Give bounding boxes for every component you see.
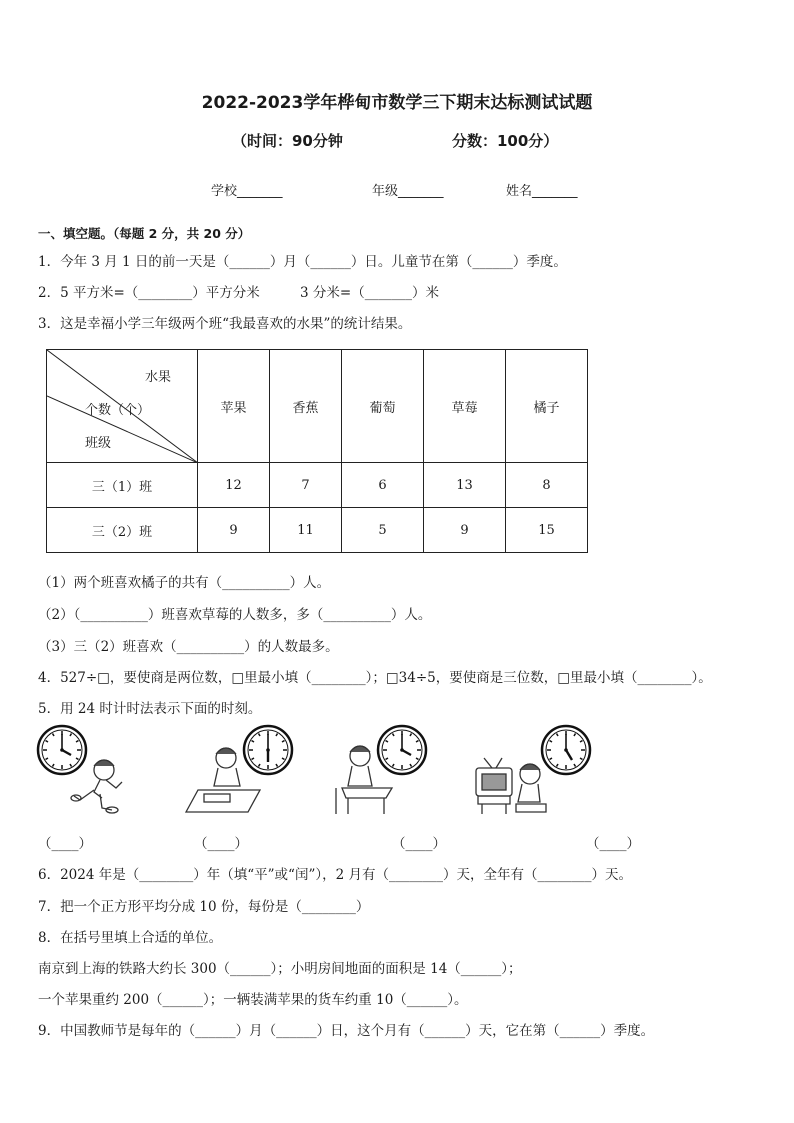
score-label: 分数：100分） xyxy=(452,132,559,150)
question-3-3: （3）三（2）班喜欢（__________）的人数最多。 xyxy=(38,639,339,655)
answer-blank-3: （____） xyxy=(392,836,446,852)
question-1: 1．今年 3 月 1 日的前一天是（______）月（______）日。儿童节在第（______）季度。 xyxy=(38,254,567,270)
table-cell: 5 xyxy=(342,508,424,553)
question-4: 4．527÷□，要使商是两位数，□里最小填（________）；□34÷5，要使商是三位数，□里最小填（________）。 xyxy=(38,670,712,686)
clock-icon xyxy=(38,726,86,774)
question-8: 8．在括号里填上合适的单位。 xyxy=(38,930,223,946)
table-cell: 9 xyxy=(198,508,270,553)
question-5: 5．用 24 时计时法表示下面的时刻。 xyxy=(38,701,262,717)
time-label: （时间：90分钟 xyxy=(232,132,343,150)
question-3: 3．这是幸福小学三年级两个班“我最喜欢的水果”的统计结果。 xyxy=(38,316,412,332)
table-cell: 7 xyxy=(270,463,342,508)
corner-label-fruit: 水果 xyxy=(145,370,172,385)
header-cell: 橘子 xyxy=(506,350,588,463)
header-cell: 草莓 xyxy=(424,350,506,463)
clock-icon xyxy=(378,726,426,774)
section-heading: 一、填空题。（每题 2 分，共 20 分） xyxy=(38,226,251,241)
answer-blank-2: （____） xyxy=(194,836,248,852)
answer-blank-1: （____） xyxy=(38,836,92,852)
clock-icon xyxy=(542,726,590,774)
row-label: 三（1）班 xyxy=(47,463,198,508)
answer-blank-4: （____） xyxy=(586,836,640,852)
table-corner-cell xyxy=(47,350,198,463)
header-cell: 苹果 xyxy=(198,350,270,463)
table-cell: 8 xyxy=(506,463,588,508)
grade-field: 年级_______ xyxy=(372,184,444,199)
tv-boy-icon xyxy=(476,758,546,814)
table-cell: 12 xyxy=(198,463,270,508)
name-field: 姓名_______ xyxy=(506,184,578,199)
question-2a: 2．5 平方米=（________）平方分米 xyxy=(38,285,260,301)
corner-label-count: 个数（个） xyxy=(85,403,151,418)
question-7: 7．把一个正方形平均分成 10 份，每份是（________） xyxy=(38,899,370,915)
clock-pictures xyxy=(36,722,596,822)
question-9: 9．中国教师节是每年的（______）月（______）日，这个月有（______）天，它在第（______）季度。 xyxy=(38,1023,655,1039)
table-cell: 15 xyxy=(506,508,588,553)
row-label: 三（2）班 xyxy=(47,508,198,553)
question-8a: 南京到上海的铁路大约长 300（______）；小明房间地面的面积是 14（______）； xyxy=(38,961,522,977)
question-3-1: （1）两个班喜欢橘子的共有（__________）人。 xyxy=(38,575,331,591)
question-6: 6．2024 年是（________）年（填“平”或“闰”），2 月有（________）天，全年有（________）天。 xyxy=(38,867,632,883)
question-3-2: （2）（__________）班喜欢草莓的人数多，多（__________）人。 xyxy=(38,607,432,623)
clock-icon xyxy=(244,726,292,774)
question-8b: 一个苹果重约 200（______）；一辆装满苹果的货车约重 10（______）。 xyxy=(38,992,468,1008)
table-cell: 6 xyxy=(342,463,424,508)
corner-label-class: 班级 xyxy=(85,436,112,451)
table-cell: 13 xyxy=(424,463,506,508)
header-cell: 香蕉 xyxy=(270,350,342,463)
fruit-table xyxy=(46,349,588,553)
question-2b: 3 分米=（_______）米 xyxy=(300,285,439,301)
header-cell: 葡萄 xyxy=(342,350,424,463)
table-cell: 11 xyxy=(270,508,342,553)
table-cell: 9 xyxy=(424,508,506,553)
page-title: 2022-2023学年桦甸市数学三下期末达标测试试题 xyxy=(201,93,593,113)
school-field: 学校_______ xyxy=(211,184,283,199)
